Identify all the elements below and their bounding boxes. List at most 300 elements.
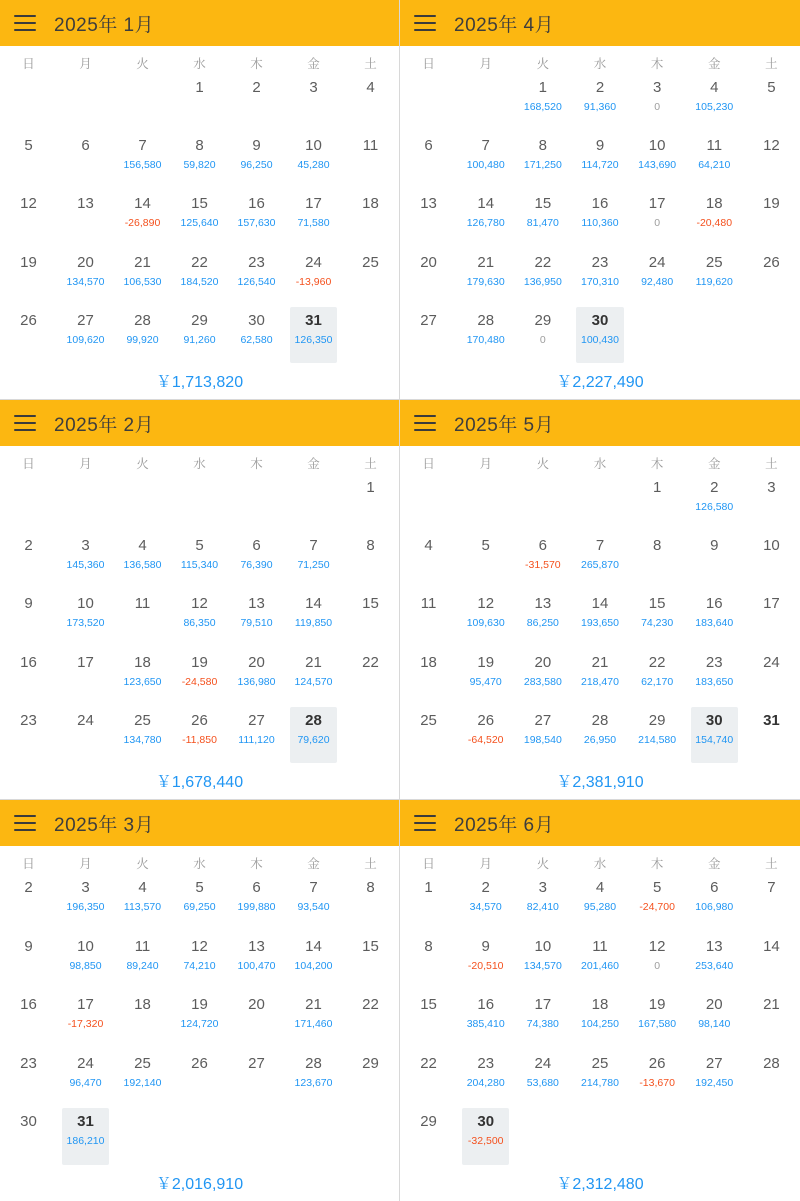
day-cell[interactable] [114,249,171,307]
day-number: 14 [134,195,151,213]
day-cell[interactable] [171,874,228,933]
day-cell[interactable] [629,649,686,707]
day-cell[interactable] [0,249,57,307]
weekday-label: 木 [250,857,263,871]
day-cell[interactable] [686,991,743,1050]
day-amount: 214,580 [638,733,677,746]
day-cell[interactable] [571,1050,628,1109]
day-cell[interactable] [400,249,457,307]
day-cell[interactable] [285,649,342,707]
day-cell[interactable] [571,190,628,248]
day-cell[interactable] [400,307,457,365]
day-amount: 91,360 [583,101,617,113]
day-amount: 53,680 [526,1076,559,1089]
day-cell[interactable] [571,249,628,307]
day-cell [457,474,514,532]
day-cell[interactable] [457,649,514,707]
day-cell [342,707,399,765]
day-cell[interactable] [571,707,628,765]
weekday-label: 木 [250,457,263,471]
day-cell[interactable] [400,1050,457,1109]
day-cell[interactable] [400,590,457,648]
day-cell[interactable] [686,74,743,132]
day-cell[interactable] [114,132,171,190]
day-cell[interactable] [457,532,514,590]
day-cell[interactable] [228,190,285,248]
day-cell[interactable] [514,532,571,590]
day-number: 1 [195,79,204,96]
weekday-label: 日 [22,457,35,471]
day-amount: 171,250 [523,159,562,172]
day-cell[interactable] [342,74,399,132]
day-cell[interactable] [629,991,686,1050]
day-number: 4 [424,537,433,555]
day-cell [171,1108,228,1167]
weekday-label: 日 [422,857,435,871]
day-number: 16 [248,195,265,213]
day-cell[interactable] [571,307,628,365]
day-cell[interactable] [0,307,57,365]
day-cell[interactable] [342,590,399,648]
day-amount: 192,450 [695,1076,734,1089]
day-cell[interactable] [171,707,228,765]
day-number: 30 [20,1113,37,1131]
day-cell[interactable] [629,474,686,532]
day-cell[interactable] [457,307,514,365]
day-cell[interactable] [686,1050,743,1109]
day-cell[interactable] [629,132,686,190]
day-cell[interactable] [0,1108,57,1167]
day-cell[interactable] [686,707,743,765]
day-amount: 71,250 [297,559,330,572]
day-cell[interactable] [743,649,800,707]
day-cell [457,74,514,132]
day-number: 9 [24,595,33,613]
day-cell [114,1108,171,1167]
day-cell[interactable] [571,590,628,648]
day-cell[interactable] [400,190,457,248]
day-cell[interactable] [285,991,342,1050]
weekday-label: 月 [79,57,92,71]
day-cell[interactable] [0,532,57,590]
day-cell[interactable] [514,190,571,248]
day-cell[interactable] [457,249,514,307]
day-number: 27 [705,1054,723,1072]
day-number: 18 [705,195,723,213]
day-cell[interactable] [57,933,114,992]
day-amount: 192,140 [123,1076,162,1089]
day-amount: 136,950 [523,275,562,288]
day-cell[interactable] [171,532,228,590]
week-row [400,307,800,365]
day-cell[interactable] [171,649,228,707]
day-cell[interactable] [514,249,571,307]
weekday-label: 火 [536,57,550,71]
weekday-label: 火 [536,457,550,471]
day-cell[interactable] [171,249,228,307]
day-cell[interactable] [743,532,800,590]
day-cell[interactable] [57,532,114,590]
day-amount: 0 [654,217,661,230]
day-number: 20 [248,996,265,1014]
day-cell[interactable] [171,590,228,648]
day-number: 20 [77,253,94,271]
day-cell[interactable] [743,474,800,532]
day-cell[interactable] [171,74,228,132]
day-cell[interactable] [743,590,800,648]
day-cell[interactable] [457,874,514,933]
day-cell[interactable] [686,649,743,707]
day-cell[interactable] [514,991,571,1050]
day-number: 24 [763,653,780,671]
day-cell[interactable] [743,132,800,190]
day-amount: 385,410 [466,1018,505,1031]
hamburger-menu-icon[interactable] [414,415,436,431]
day-cell[interactable] [686,132,743,190]
hamburger-menu-icon[interactable] [14,815,36,831]
day-cell[interactable] [342,190,399,248]
day-cell[interactable] [629,532,686,590]
day-cell[interactable] [114,874,171,933]
day-amount: 214,780 [581,1076,619,1089]
day-cell[interactable] [571,991,628,1050]
day-cell[interactable] [686,249,743,307]
day-cell[interactable] [57,991,114,1050]
day-number: 12 [191,595,208,613]
day-cell[interactable] [400,132,457,190]
day-number: 30 [591,311,609,329]
day-cell[interactable] [0,933,57,992]
week-row [0,933,399,992]
day-amount: 134,780 [123,733,162,746]
day-cell[interactable] [57,249,114,307]
day-cell[interactable] [228,249,285,307]
week-row [400,933,800,992]
day-number: 23 [20,1054,37,1072]
day-cell[interactable] [114,190,171,248]
day-cell[interactable] [743,707,800,765]
day-cell[interactable] [228,74,285,132]
day-cell [114,74,171,132]
week-row [0,190,399,248]
day-amount: 62,580 [240,333,273,346]
day-number: 28 [134,311,151,329]
day-cell[interactable] [514,649,571,707]
day-cell[interactable] [285,249,342,307]
day-cell[interactable] [228,1050,285,1109]
hamburger-menu-icon[interactable] [414,15,436,31]
day-cell[interactable] [285,307,342,365]
day-number: 11 [134,595,151,613]
day-cell[interactable] [285,190,342,248]
day-cell[interactable] [57,307,114,365]
day-number: 15 [191,195,208,213]
day-cell[interactable] [0,1050,57,1109]
day-cell[interactable] [285,590,342,648]
day-cell[interactable] [571,532,628,590]
day-number: 21 [477,253,495,271]
day-amount: 74,380 [526,1018,559,1031]
day-cell[interactable] [57,707,114,765]
day-cell[interactable] [57,1050,114,1109]
day-amount: 62,170 [641,675,674,688]
day-number: 5 [195,879,204,896]
day-cell[interactable] [743,1050,800,1109]
day-cell[interactable] [171,991,228,1050]
day-cell[interactable] [0,190,57,248]
day-cell[interactable] [629,74,686,132]
day-cell[interactable] [400,707,457,765]
day-cell[interactable] [629,249,686,307]
day-amount: 100,430 [581,333,619,346]
day-cell[interactable] [514,307,571,365]
day-cell[interactable] [228,991,285,1050]
day-number: 26 [648,1054,666,1072]
month-header [0,400,399,446]
day-cell[interactable] [514,74,571,132]
day-cell[interactable] [457,707,514,765]
day-cell[interactable] [114,707,171,765]
day-amount: 198,540 [523,733,562,746]
day-number: 11 [420,595,437,613]
day-cell [629,1108,686,1167]
day-cell[interactable] [0,991,57,1050]
day-cell[interactable] [171,933,228,992]
day-cell[interactable] [342,933,399,992]
day-cell[interactable] [686,590,743,648]
day-cell[interactable] [743,991,800,1050]
day-number: 5 [481,537,490,555]
day-cell[interactable] [514,874,571,933]
day-amount: 183,650 [695,675,734,688]
day-cell[interactable] [629,707,686,765]
day-cell[interactable] [743,190,800,248]
day-cell[interactable] [743,933,800,992]
weekday-label: 金 [708,57,721,71]
week-row [0,474,399,532]
day-amount: 201,460 [581,959,619,972]
day-cell[interactable] [285,874,342,933]
day-cell[interactable] [457,590,514,648]
day-cell[interactable] [571,132,628,190]
day-cell[interactable] [114,590,171,648]
day-cell[interactable] [686,190,743,248]
day-amount: 143,690 [638,159,677,172]
day-cell[interactable] [57,874,114,933]
day-cell[interactable] [400,1108,457,1167]
day-number: 15 [362,595,379,613]
day-cell[interactable] [114,991,171,1050]
day-number: 31 [77,1113,94,1131]
day-cell[interactable] [171,1050,228,1109]
day-amount: -11,850 [182,733,217,746]
day-cell[interactable] [686,933,743,992]
day-cell[interactable] [457,933,514,992]
day-cell[interactable] [285,1050,342,1109]
day-cell[interactable] [743,874,800,933]
day-number: 15 [648,595,666,613]
day-cell[interactable] [0,874,57,933]
day-cell[interactable] [457,1108,514,1167]
day-cell[interactable] [514,1050,571,1109]
day-number: 8 [538,137,548,155]
day-cell[interactable] [342,1050,399,1109]
day-number: 2 [24,879,33,896]
day-cell[interactable] [171,190,228,248]
day-cell[interactable] [629,874,686,933]
day-cell[interactable] [228,707,285,765]
day-cell[interactable] [342,532,399,590]
day-cell[interactable] [0,590,57,648]
day-number: 6 [81,137,90,155]
day-cell[interactable] [686,874,743,933]
day-number: 8 [424,937,433,955]
day-cell[interactable] [629,590,686,648]
day-cell[interactable] [629,1050,686,1109]
day-amount: 167,580 [638,1018,677,1031]
month-header [0,0,399,46]
day-number: 10 [77,595,94,613]
day-cell[interactable] [57,649,114,707]
day-cell[interactable] [57,1108,114,1167]
day-number: 27 [248,711,265,729]
day-cell[interactable] [228,590,285,648]
day-cell[interactable] [457,132,514,190]
day-cell[interactable] [228,132,285,190]
day-number: 26 [763,253,780,271]
day-cell[interactable] [342,991,399,1050]
day-number: 8 [366,879,375,896]
day-number: 12 [648,937,666,955]
day-cell[interactable] [629,190,686,248]
day-number: 18 [134,996,151,1014]
day-cell[interactable] [571,874,628,933]
day-cell[interactable] [743,74,800,132]
week-row [400,707,800,765]
day-number: 25 [134,1054,151,1072]
day-number: 6 [710,879,719,896]
day-cell[interactable] [228,933,285,992]
day-number: 22 [362,653,379,671]
day-cell[interactable] [342,874,399,933]
week-row [0,532,399,590]
day-cell[interactable] [743,249,800,307]
day-cell[interactable] [571,933,628,992]
day-cell[interactable] [228,307,285,365]
day-cell[interactable] [57,590,114,648]
hamburger-menu-icon[interactable] [14,15,36,31]
day-cell[interactable] [400,532,457,590]
week-row [400,190,800,248]
day-cell[interactable] [400,933,457,992]
hamburger-menu-icon[interactable] [14,415,36,431]
day-cell[interactable] [571,74,628,132]
day-amount: 196,350 [66,901,105,913]
day-number: 23 [705,653,723,671]
day-amount: 105,230 [695,101,734,113]
day-cell[interactable] [114,649,171,707]
day-cell[interactable] [342,474,399,532]
day-cell[interactable] [114,933,171,992]
day-amount: 95,280 [583,901,617,913]
weekday-header-row [400,446,800,474]
weekday-label: 木 [650,857,664,871]
weekday-label: 火 [536,857,550,871]
day-number: 3 [309,79,318,96]
day-amount: 170,480 [466,333,505,346]
day-cell[interactable] [171,132,228,190]
day-cell[interactable] [285,707,342,765]
day-number: 29 [362,1054,379,1072]
weekday-header-row [0,446,399,474]
day-cell[interactable] [285,532,342,590]
hamburger-menu-icon[interactable] [414,815,436,831]
day-cell[interactable] [0,707,57,765]
day-cell[interactable] [228,649,285,707]
day-cell[interactable] [400,874,457,933]
day-cell[interactable] [514,933,571,992]
day-cell[interactable] [114,1050,171,1109]
day-number: 21 [591,653,609,671]
day-cell[interactable] [114,307,171,365]
day-cell[interactable] [285,933,342,992]
month-title: 2025年 1月 [54,14,155,36]
day-cell[interactable] [57,132,114,190]
day-cell[interactable] [285,74,342,132]
day-cell[interactable] [114,532,171,590]
day-cell[interactable] [285,132,342,190]
day-cell[interactable] [457,991,514,1050]
day-cell[interactable] [0,132,57,190]
day-number: 24 [77,711,94,729]
day-cell[interactable] [171,307,228,365]
day-cell[interactable] [0,649,57,707]
day-cell[interactable] [686,474,743,532]
day-cell[interactable] [228,874,285,933]
day-cell[interactable] [342,132,399,190]
day-number: 2 [710,479,719,496]
day-cell[interactable] [228,532,285,590]
weekday-label: 金 [307,57,320,71]
day-amount: 71,580 [297,217,330,230]
day-number: 28 [763,1054,780,1072]
day-number: 20 [705,996,723,1014]
day-cell[interactable] [457,190,514,248]
day-cell[interactable] [514,590,571,648]
month-header [400,800,800,846]
day-cell[interactable] [629,933,686,992]
day-cell[interactable] [342,649,399,707]
weeks-container [0,74,399,365]
day-amount: 183,640 [695,617,734,630]
day-number: 23 [248,253,265,271]
day-cell[interactable] [57,190,114,248]
day-number: 26 [20,311,37,329]
day-amount: 26,950 [583,733,617,746]
day-number: 6 [538,537,548,555]
day-cell[interactable] [342,249,399,307]
weekday-label: 土 [364,857,377,871]
day-cell[interactable] [514,132,571,190]
day-number: 13 [248,937,265,955]
day-cell[interactable] [514,707,571,765]
day-cell[interactable] [400,991,457,1050]
day-cell[interactable] [571,649,628,707]
day-cell[interactable] [686,532,743,590]
day-cell[interactable] [457,1050,514,1109]
day-amount: 170,310 [581,275,619,288]
day-cell[interactable] [400,649,457,707]
